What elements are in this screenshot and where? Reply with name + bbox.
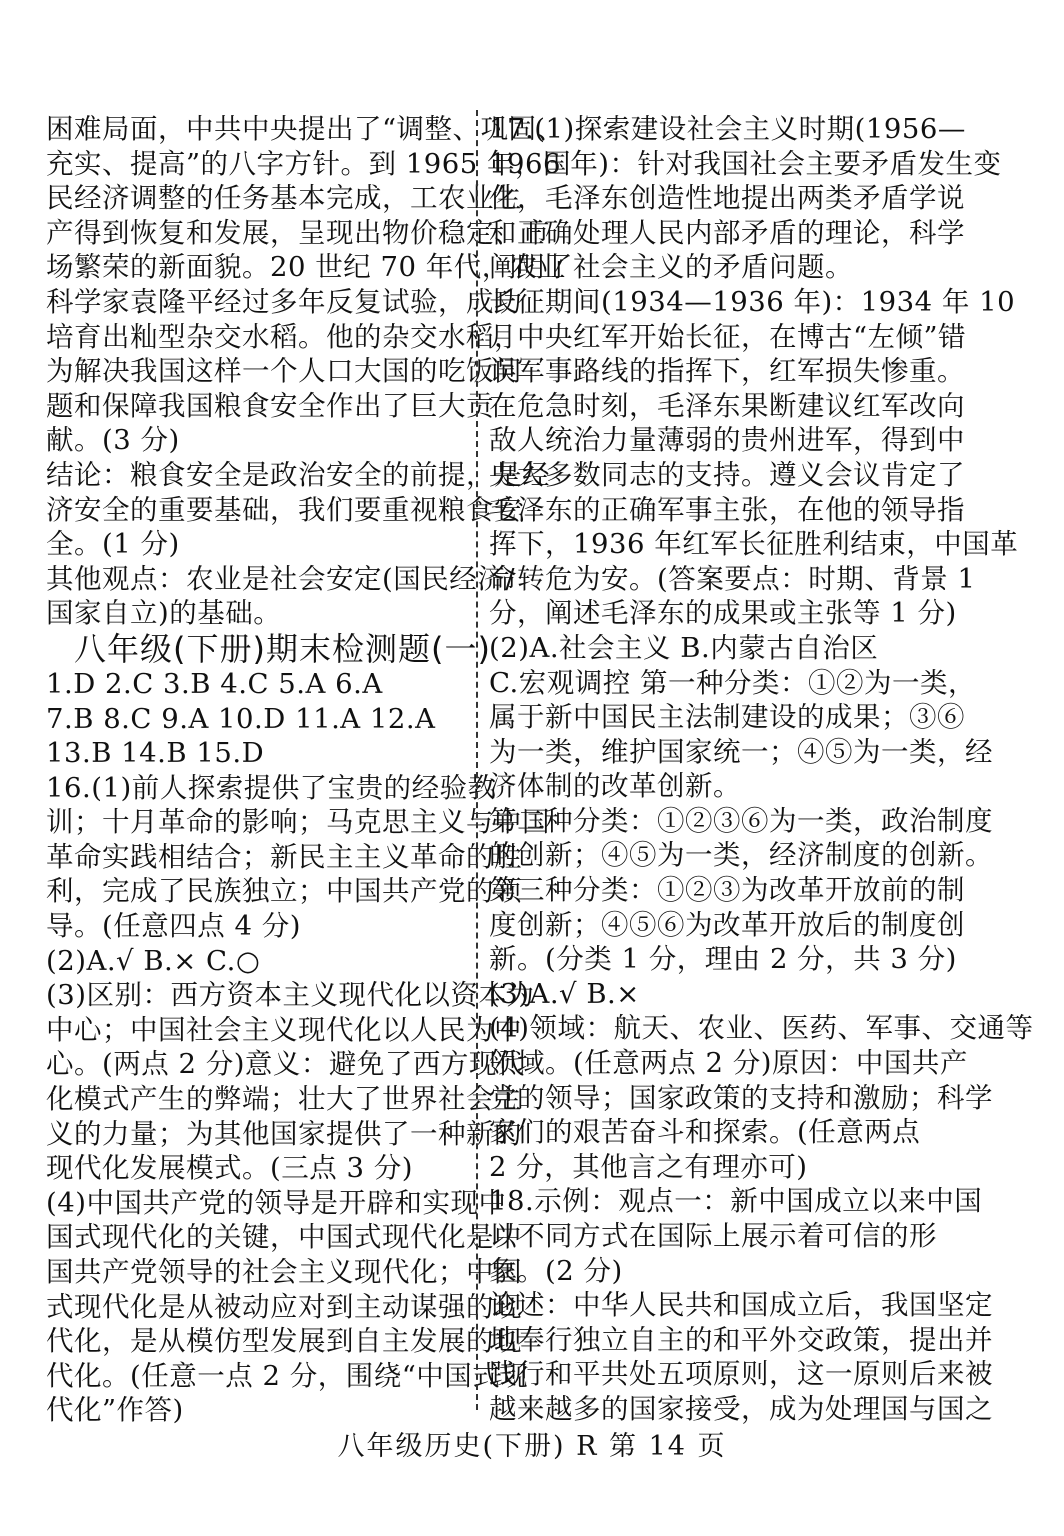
text-line: 阐明了社会主义的矛盾问题。 [489,251,853,284]
right-answer-block [489,112,1034,1427]
text-line: 毛泽东的正确军事主张，在他的领导指 [489,493,965,526]
text-line: 导。(任意四点 4 分) [46,910,301,943]
text-line: 场繁荣的新面貌。20 世纪 70 年代，农业 [46,251,566,284]
text-line: 济安全的重要基础，我们要重视粮食安 [46,493,522,526]
section-title: 八年级(下册)期末检测题(一) [74,629,491,668]
text-line: 论述：中华人民共和国成立后，我国坚定 [489,1289,993,1322]
text-line: (4)领域：航天、农业、医药、军事、交通等 [489,1012,1034,1045]
text-line: 7.B 8.C 9.A 10.D 11.A 12.A [46,702,436,735]
text-line: (2)A.√ B.× C.○ [46,944,261,977]
text-line: 国共产党领导的社会主义现代化；中国 [46,1256,522,1288]
watermark-logo [900,1440,1050,1530]
text-line: 1.D 2.C 3.B 4.C 5.A 6.A [46,667,383,700]
text-line: 化，毛泽东创造性地提出两类矛盾学说 [489,182,965,215]
text-line: 产得到恢复和发展，呈现出物价稳定、市 [46,216,550,249]
text-line: 16.(1)前人探索提供了宝贵的经验教 [46,771,496,804]
right-column [489,112,1034,1427]
column-divider [476,110,478,1410]
text-line: 培育出籼型杂交水稻。他的杂交水稻， [46,320,522,353]
text-line: 为解决我国这样一个人口大国的吃饭问 [46,355,522,388]
text-line: 现代化发展模式。(三点 3 分) [46,1152,413,1185]
text-line: 践行和平共处五项原则，这一原则后来被 [489,1358,993,1391]
text-line: 其他观点：农业是社会安定(国民经济/ [46,562,515,595]
text-line: 民经济调整的任务基本完成，工农业生 [46,182,522,215]
text-line: 央大多数同志的支持。遵义会议肯定了 [489,458,965,491]
text-line: 代化，是从模仿型发展到自主发展的现 [46,1325,522,1358]
text-line: (3)A.√ B.× [489,977,640,1010]
text-line: 度创新；④⑤⑥为改革开放后的制度创 [489,908,965,941]
text-line: 1966 年)：针对我国社会主要矛盾发生变 [489,147,1002,180]
text-line: 国家自立)的基础。 [46,597,282,630]
text-line: 长征期间(1934—1936 年)：1934 年 10 [489,285,1016,318]
text-line: 题和保障我国粮食安全作出了巨大贡 [46,389,494,422]
text-line: 献。(3 分) [46,424,180,457]
text-line: 地奉行独立自主的和平外交政策，提出并 [489,1323,993,1356]
text-line: 充实、提高”的八字方针。到 1965 年，国 [46,147,572,180]
text-line: 的创新；④⑤为一类，经济制度的创新。 [489,839,993,872]
text-line: 17.(1)探索建设社会主义时期(1956— [489,113,966,145]
text-line: 象。(2 分) [489,1254,623,1287]
text-line: 2 分，其他言之有理亦可) [489,1150,808,1183]
text-line: 以不同方式在国际上展示着可信的形 [489,1220,937,1252]
left-answer-block-2 [46,667,550,1428]
text-line: 科学家袁隆平经过多年反复试验，成功 [46,285,522,318]
text-line: 分，阐述毛泽东的成果或主张等 1 分) [489,597,957,630]
text-line: 领域。(任意两点 2 分)原因：中国共产 [489,1047,968,1080]
text-line: 化模式产生的弊端；壮大了世界社会主 [46,1083,522,1116]
text-line: 代化”作答) [46,1394,184,1427]
text-line: (4)中国共产党的领导是开辟和实现中 [46,1186,507,1219]
text-line: 第三种分类：①②③为改革开放前的制 [489,874,965,907]
left-answer-block-1 [46,112,572,631]
page-footer: 八年级历史(下册) R 第 14 页 [337,1431,727,1462]
text-line: 新。(分类 1 分，理由 2 分，共 3 分) [489,943,957,976]
text-line: 国式现代化的关键，中国式现代化是中 [46,1221,522,1254]
text-line: 挥下，1936 年红军长征胜利结束，中国革 [489,528,1019,561]
text-line: 结论：粮食安全是政治安全的前提，是经 [46,458,550,491]
text-line: 式现代化是从被动应对到主动谋强的现 [46,1290,522,1323]
text-line: 训；十月革命的影响；马克思主义与中国 [46,806,550,839]
text-line: 全。(1 分) [46,528,180,561]
text-line: 利，完成了民族独立；中国共产党的领 [46,875,522,908]
text-line: (2)A.社会主义 B.内蒙古自治区 [489,631,879,664]
text-line: 13.B 14.B 15.D [46,737,265,770]
text-line: 中心；中国社会主义现代化以人民为中 [46,1013,522,1046]
text-line: 属于新中国民主法制建设的成果；③⑥ [489,701,965,734]
text-line: 困难局面，中共中央提出了“调整、巩固、 [46,113,565,145]
text-line: (3)区别：西方资本主义现代化以资本为 [46,979,535,1012]
text-line: 济体制的改革创新。 [489,770,741,803]
text-line: 越来越多的国家接受，成为处理国与国之 [489,1392,993,1425]
text-line: 18.示例：观点一：新中国成立以来中国 [489,1185,983,1218]
text-line: 误军事路线的指挥下，红军损失惨重。 [489,355,965,388]
text-line: 革命实践相结合；新民主主义革命的胜 [46,840,522,873]
text-line: 代化。(任意一点 2 分，围绕“中国式现 [46,1359,529,1392]
text-line: 心。(两点 2 分)意义：避免了西方现代 [46,1048,525,1081]
text-line: 敌人统治力量薄弱的贵州进军，得到中 [489,424,965,457]
text-line: 义的力量；为其他国家提供了一种新的 [46,1117,522,1150]
text-line: 命转危为安。(答案要点：时期、背景 1 [489,562,976,595]
text-line: 月中央红军开始长征，在博古“左倾”错 [489,320,967,353]
text-line: 第二种分类：①②③⑥为一类，政治制度 [489,804,993,837]
text-line: 家们的艰苦奋斗和探索。(任意两点 [489,1116,921,1149]
text-line: 和正确处理人民内部矛盾的理论，科学 [489,216,965,249]
text-line: C.宏观调控 第一种分类：①②为一类， [489,666,977,699]
text-line: 为一类，维护国家统一；④⑤为一类，经 [489,735,993,768]
text-line: 在危急时刻，毛泽东果断建议红军改向 [489,389,965,422]
text-line: 党的领导；国家政策的支持和激励；科学 [489,1081,993,1114]
